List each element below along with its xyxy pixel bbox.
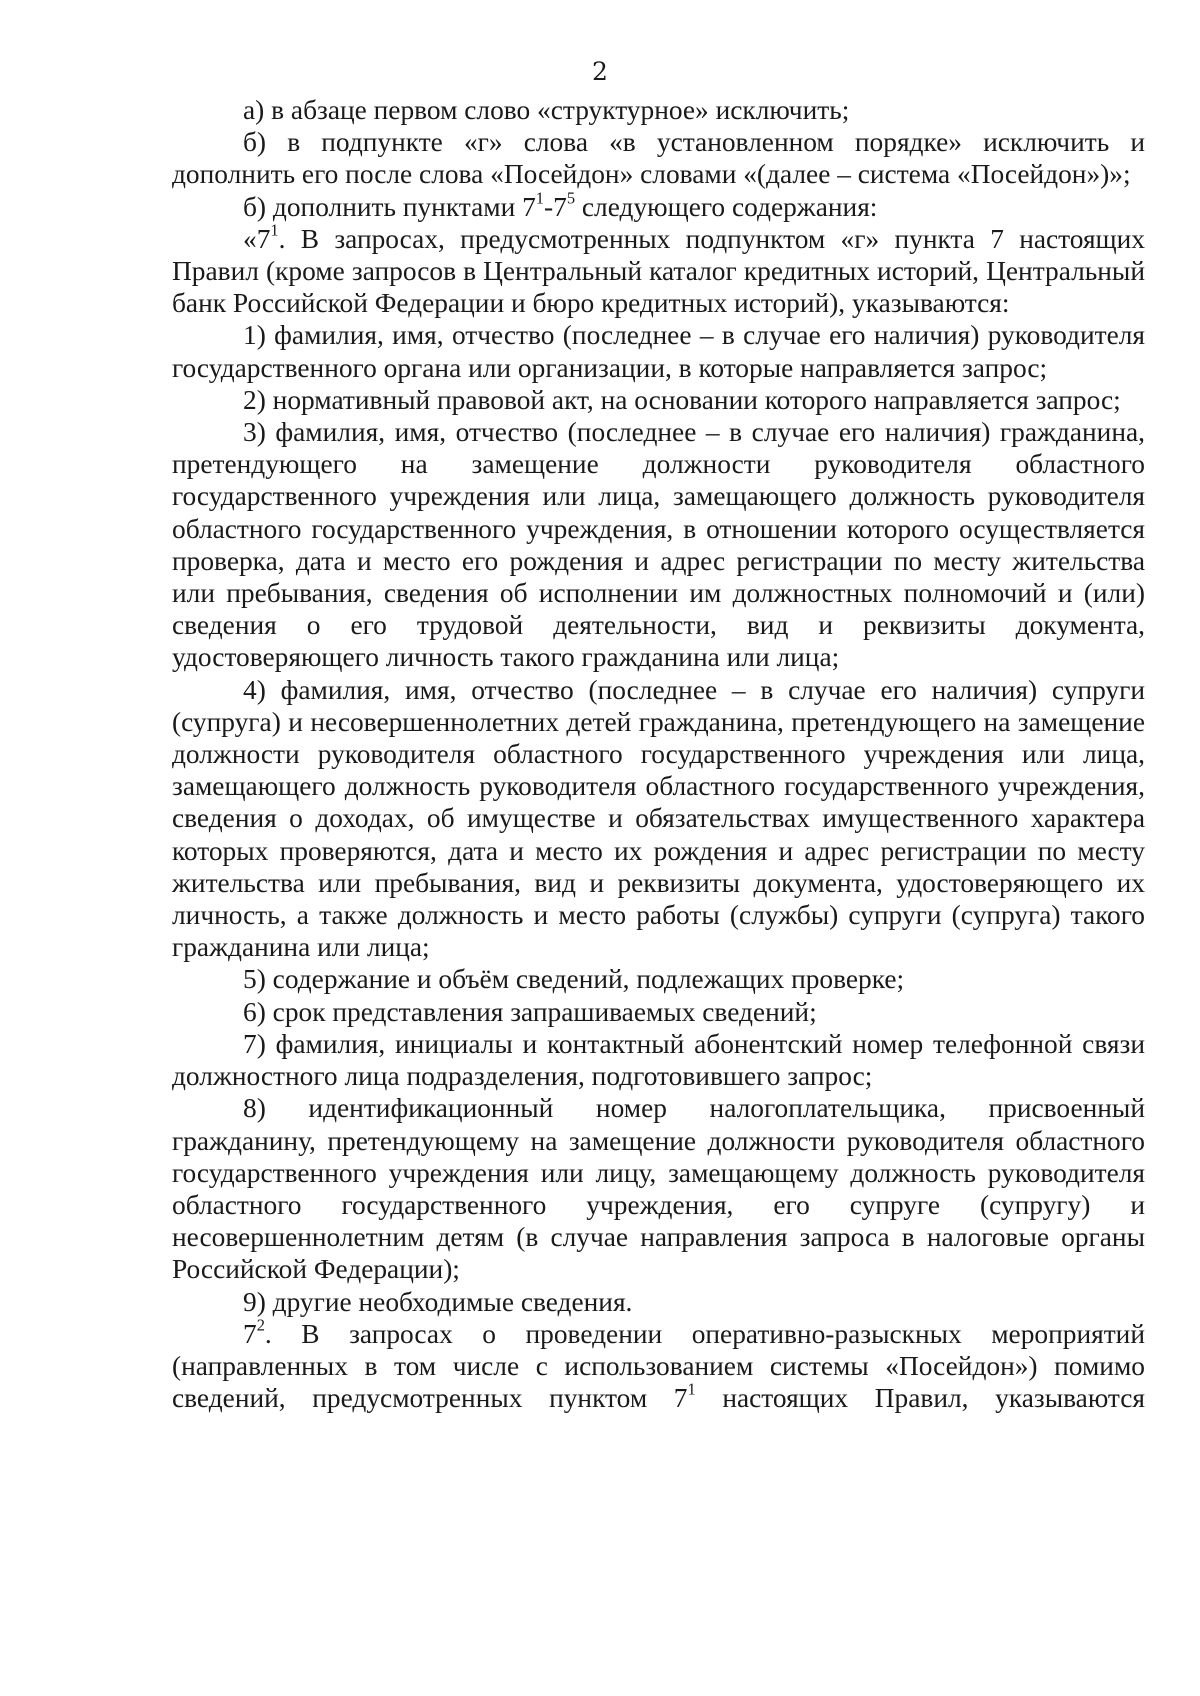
paragraph-text: -7: [544, 191, 567, 222]
paragraph-text: 7: [243, 1318, 257, 1349]
superscript: 1: [535, 188, 544, 208]
paragraph: [172, 1028, 1145, 1092]
paragraph: [172, 674, 1145, 964]
paragraph-text: следующего содержания:: [575, 191, 878, 222]
superscript: 2: [256, 1315, 265, 1335]
paragraph-text: 8) идентификационный номер налогоплательщика, присвоенный гражданину, претендующему на замещение должности руководителя областного государственного учреждения или лицу, замещающему должность руководителя областного государственного учреждения, его супруге (супругу) и несовершеннолетним детям (в случае направления запроса в налоговые органы Российской Федерации);: [172, 1093, 1145, 1285]
superscript: 5: [566, 188, 576, 208]
paragraph-text: 3) фамилия, имя, отчество (последнее – в случае его наличия) гражданина, претендующего на замещение должности руководителя областного государственного учреждения или лица, замещающего должность руководителя областного государственного учреждения, в отношении которого осуществляется проверка, дата и место его рождения и адрес регистрации по месту жительства или пребывания, сведения об исполнении им должностных полномочий и (или) сведения о его трудовой деятельности, вид и реквизиты документа, удостоверяющего личность такого гражданина или лица;: [172, 417, 1145, 673]
paragraph: [172, 416, 1145, 674]
paragraph: [172, 126, 1145, 190]
paragraph-text: 1) фамилия, имя, отчество (последнее – в случае его наличия) руководителя государственного органа или организации, в которые направляется запрос;: [172, 320, 1145, 383]
paragraph: [172, 384, 1145, 416]
document-body: [172, 94, 1145, 1414]
paragraph-text: 6) срок представления запрашиваемых сведений;: [243, 996, 817, 1027]
paragraph-text: 9) другие необходимые сведения.: [243, 1286, 633, 1317]
paragraph-text: 4) фамилия, имя, отчество (последнее – в случае его наличия) супруги (супруга) и несовершеннолетних детей гражданина, претендующего на замещение должности руководителя областного государственного учреждения или лица, замещающего должность руководителя областного государственного учреждения, сведения о доходах, об имуществе и обязательствах имущественного характера которых проверяются, дата и место их рождения и адрес регистрации по месту жительства или пребывания, вид и реквизиты документа, удостоверяющего их личность, а также должность и место работы (службы) супруги (супруга) такого гражданина или лица;: [172, 674, 1145, 963]
paragraph-text: а) в абзаце первом слово «структурное» исключить;: [243, 95, 850, 125]
paragraph-text: 2) нормативный правовой акт, на основании которого направляется запрос;: [243, 384, 1121, 415]
paragraph: [172, 319, 1145, 383]
paragraph-text: 5) содержание и объём сведений, подлежащих проверке;: [243, 964, 905, 995]
superscript: 1: [270, 220, 279, 240]
paragraph: [172, 188, 1145, 223]
paragraph-text: 7) фамилия, инициалы и контактный абонентский номер телефонной связи должностного лица подразделения, подготовившего запрос;: [172, 1028, 1145, 1092]
paragraph-text: б) дополнить пунктами 7: [243, 191, 536, 222]
paragraph: [172, 1286, 1145, 1318]
superscript: 1: [687, 1379, 696, 1399]
paragraph: [172, 1092, 1145, 1285]
page-number: 2: [592, 57, 608, 86]
paragraph-text: б) в подпункте «г» слова «в установленном порядке» исключить и дополнить его после слова «Посейдон» словами «(далее – система «Посейдон»)»;: [172, 127, 1145, 190]
paragraph: [172, 996, 1145, 1028]
paragraph: [172, 94, 1145, 126]
paragraph: [172, 963, 1145, 995]
paragraph-text: . В запросах о проведении оперативно-разыскных мероприятий (направленных в том числе с использованием системы «Посейдон») помимо сведений, предусмотренных пунктом 7: [172, 1318, 1145, 1414]
paragraph: [172, 220, 1145, 320]
paragraph-text: «7: [243, 223, 271, 254]
paragraph: [172, 1315, 1145, 1415]
paragraph-text: настоящих Правил, указываются: [695, 1383, 1145, 1414]
paragraph-text: . В запросах, предусмотренных подпунктом «г» пункта 7 настоящих Правил (кроме запросов в Центральный каталог кредитных историй, Центральный банк Российской Федерации и бюро кредитных историй), указываются:: [172, 223, 1145, 319]
